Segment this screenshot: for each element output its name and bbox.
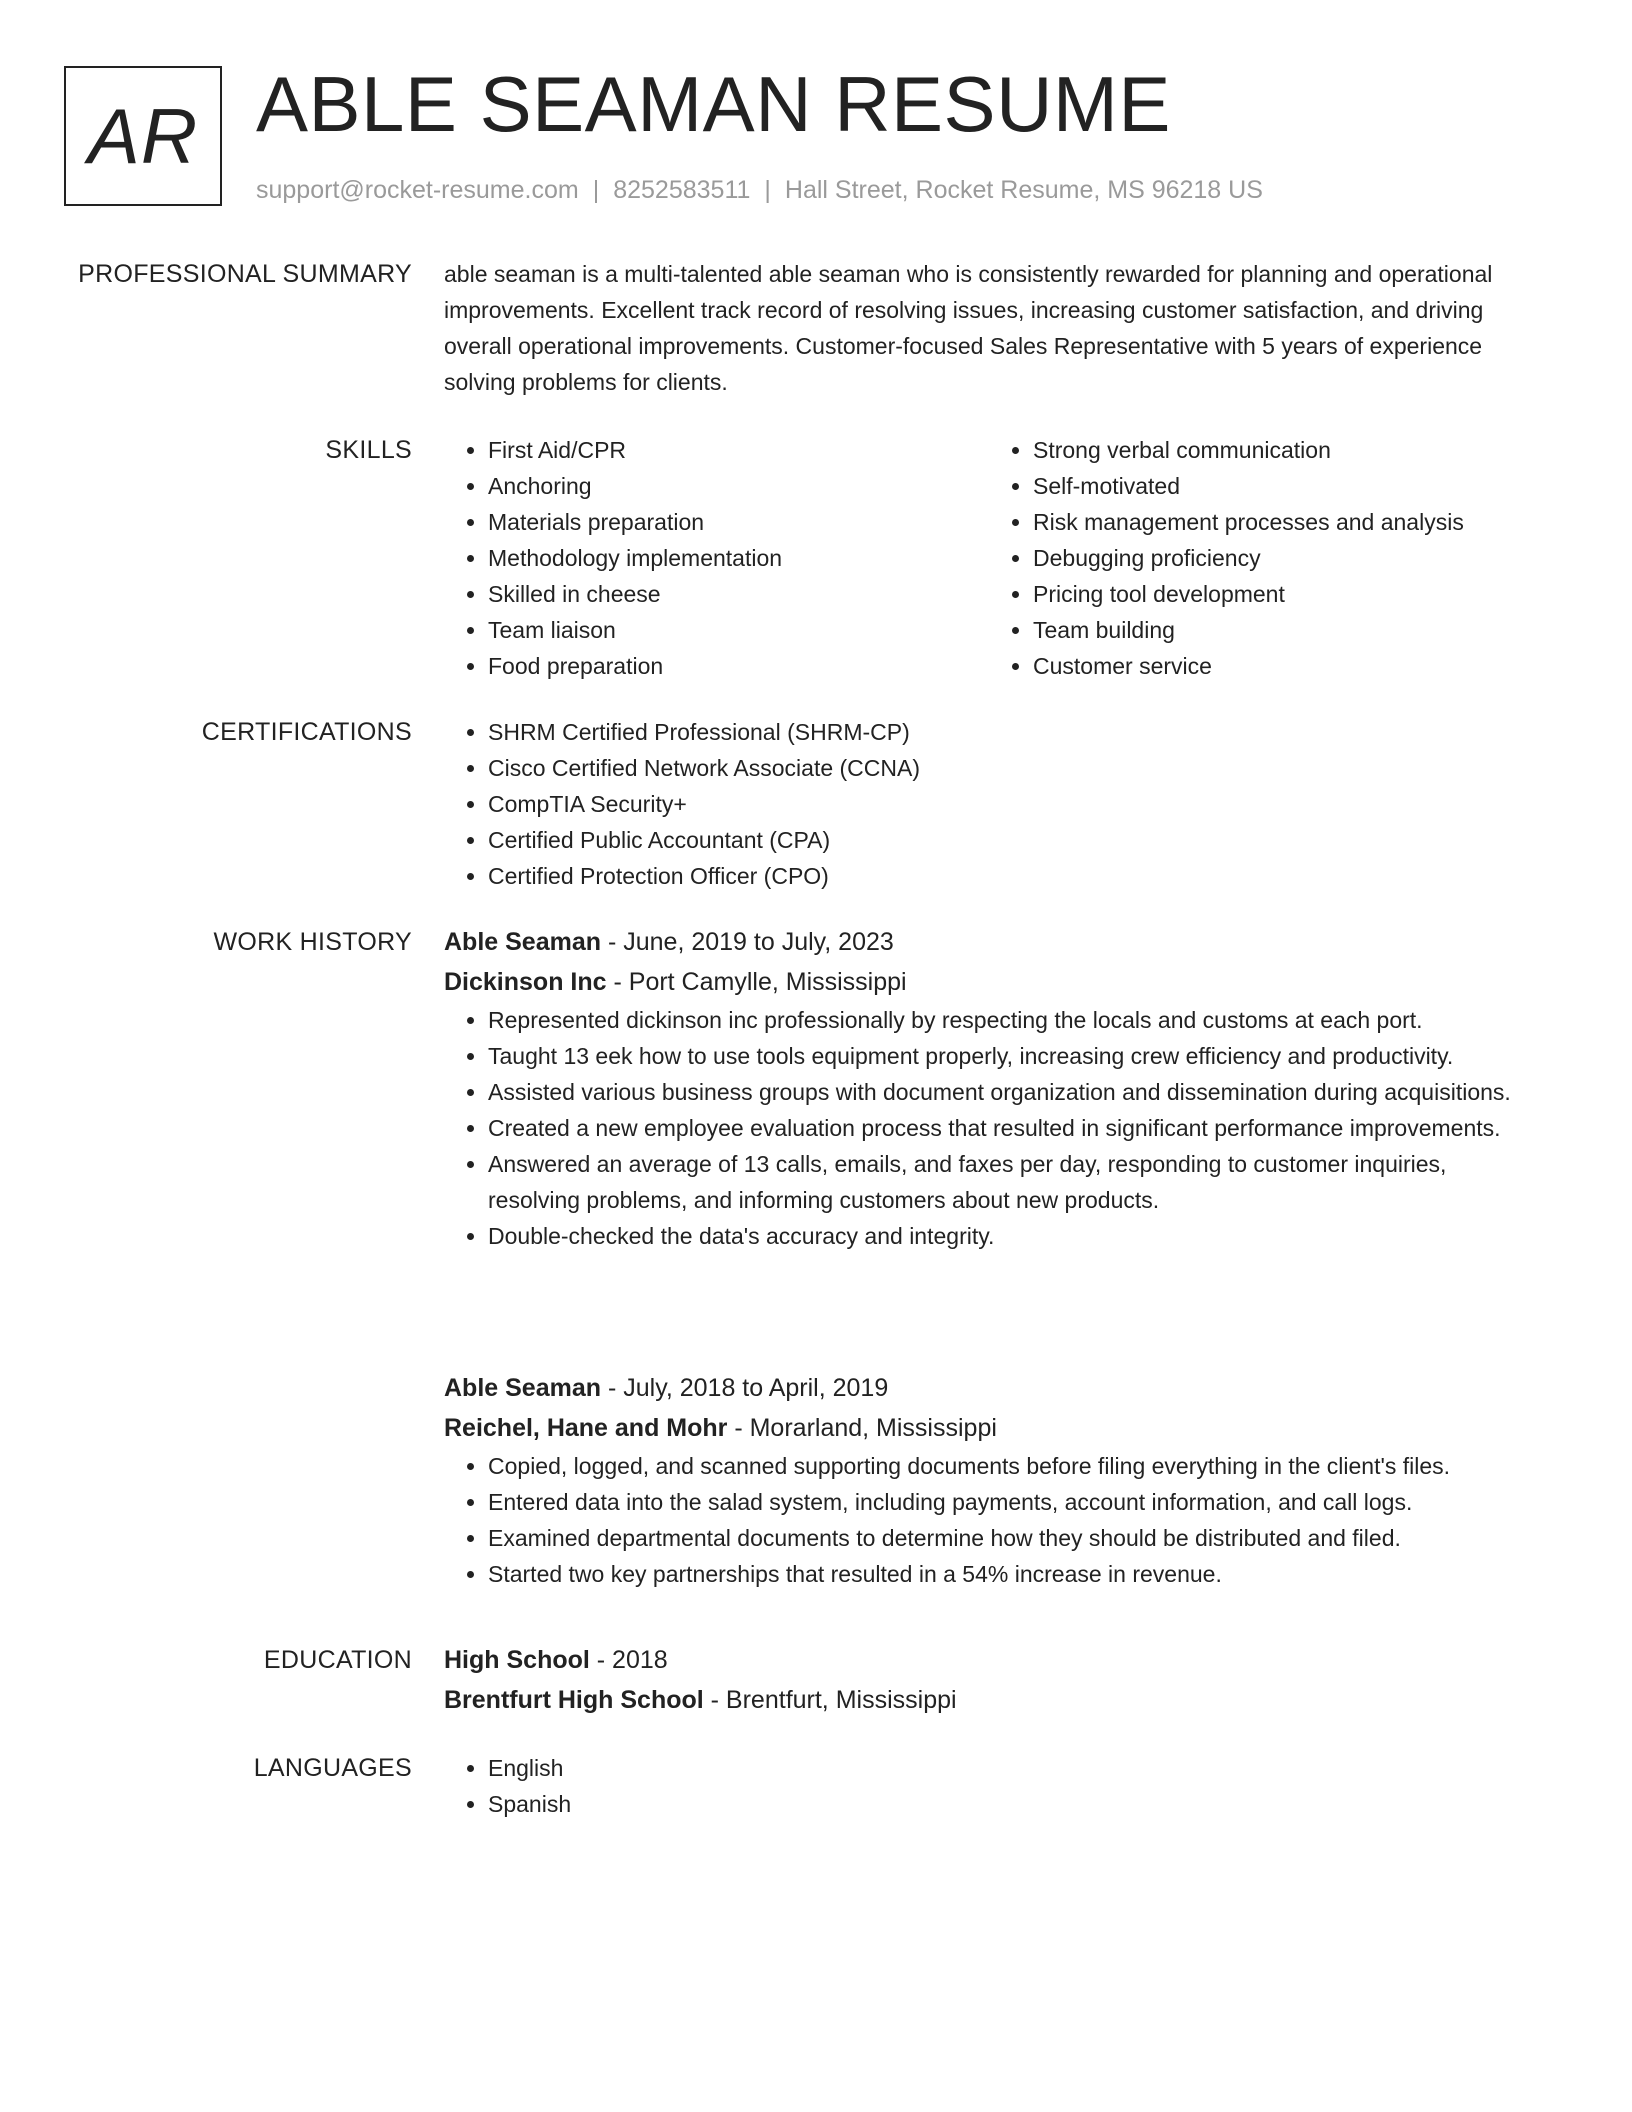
- section-label-languages: LANGUAGES: [253, 1754, 412, 1782]
- job-company-line: [444, 962, 1534, 1002]
- education-degree-line: [444, 1640, 1534, 1680]
- section-label-education: EDUCATION: [263, 1646, 412, 1674]
- job-duties-list: [444, 1448, 1534, 1592]
- section-label-summary: PROFESSIONAL SUMMARY: [78, 260, 412, 288]
- job-duty: • Taught 13 eek how to use tools equipment properly, increasing crew efficiency and productivity.: [488, 1038, 1534, 1074]
- skill-item: • First Aid/CPR: [488, 432, 989, 468]
- job-duty: • Examined departmental documents to determine how they should be distributed and filed.: [488, 1520, 1534, 1556]
- skill-item: • Debugging proficiency: [1033, 540, 1534, 576]
- job-duty: • Answered an average of 13 calls, emails, and faxes per day, responding to customer inquiries, resolving problems, and informing customers about new products.: [488, 1146, 1534, 1218]
- monogram-box: [64, 66, 222, 206]
- certification-item: • Certified Public Accountant (CPA): [488, 822, 1534, 858]
- certification-item: • Certified Protection Officer (CPO): [488, 858, 1534, 894]
- job-dates: - June, 2019 to July, 2023: [601, 928, 894, 956]
- education-school-line: [444, 1680, 1534, 1720]
- section-label-work-history: WORK HISTORY: [213, 928, 412, 956]
- certification-item: • Cisco Certified Network Associate (CCNA): [488, 750, 1534, 786]
- job-duty: • Started two key partnerships that resulted in a 54% increase in revenue.: [488, 1556, 1534, 1592]
- skills-list-left: [444, 432, 989, 684]
- skill-item: • Pricing tool development: [1033, 576, 1534, 612]
- skill-item: • Risk management processes and analysis: [1033, 504, 1534, 540]
- job-duties-list: [444, 1002, 1534, 1254]
- certifications-list: [444, 714, 1534, 894]
- resume-title: ABLE SEAMAN RESUME: [256, 60, 1171, 148]
- certification-item: • CompTIA Security+: [488, 786, 1534, 822]
- languages-list: [444, 1750, 1534, 1822]
- job-role: Able Seaman: [444, 928, 602, 956]
- education-degree: High School: [444, 1646, 590, 1674]
- education-school: Brentfurt High School: [444, 1686, 704, 1714]
- skill-item: • Methodology implementation: [488, 540, 989, 576]
- skill-item: • Strong verbal communication: [1033, 432, 1534, 468]
- contact-address: Hall Street, Rocket Resume, MS 96218 US: [784, 176, 1263, 204]
- job-role: Able Seaman: [444, 1374, 602, 1402]
- job-duty: • Represented dickinson inc professionally by respecting the locals and customs at each port.: [488, 1002, 1534, 1038]
- job-company-line: [444, 1408, 1534, 1448]
- job-duty: • Double-checked the data's accuracy and integrity.: [488, 1218, 1534, 1254]
- skills-list-right: [989, 432, 1534, 684]
- section-label-skills: SKILLS: [325, 436, 412, 464]
- job-location: - Port Camylle, Mississippi: [606, 968, 907, 996]
- job-company: Reichel, Hane and Mohr: [444, 1414, 728, 1442]
- job-location: - Morarland, Mississippi: [727, 1414, 997, 1442]
- skill-item: • Team building: [1033, 612, 1534, 648]
- education-year: - 2018: [589, 1646, 668, 1674]
- job-company: Dickinson Inc: [444, 968, 607, 996]
- skill-item: • Self-motivated: [1033, 468, 1534, 504]
- contact-separator: |: [764, 176, 771, 204]
- contact-line: [256, 172, 1263, 208]
- skill-item: • Team liaison: [488, 612, 989, 648]
- contact-separator: |: [592, 176, 600, 204]
- job-title-line: [444, 1368, 1534, 1408]
- job-duty: • Entered data into the salad system, including payments, account information, and call logs.: [488, 1484, 1534, 1520]
- job-duty: • Copied, logged, and scanned supporting documents before filing everything in the client's files.: [488, 1448, 1534, 1484]
- language-item: • Spanish: [488, 1786, 1534, 1822]
- skill-item: • Materials preparation: [488, 504, 989, 540]
- job-title-line: [444, 922, 1534, 962]
- language-item: • English: [488, 1750, 1534, 1786]
- job-dates: - July, 2018 to April, 2019: [601, 1374, 889, 1402]
- job-duty: • Created a new employee evaluation process that resulted in significant performance improvements.: [488, 1110, 1534, 1146]
- skill-item: • Customer service: [1033, 648, 1534, 684]
- job-entry: [444, 922, 1534, 1254]
- education-location: - Brentfurt, Mississippi: [703, 1686, 957, 1714]
- contact-phone: 8252583511: [613, 176, 751, 204]
- skill-item: • Skilled in cheese: [488, 576, 989, 612]
- skill-item: • Anchoring: [488, 468, 989, 504]
- skill-item: • Food preparation: [488, 648, 989, 684]
- monogram-initials: AR: [87, 91, 199, 180]
- job-entry: [444, 1368, 1534, 1592]
- contact-email: support@rocket-resume.com: [256, 176, 579, 204]
- job-duty: • Assisted various business groups with document organization and dissemination during acquisitions.: [488, 1074, 1534, 1110]
- summary-text: able seaman is a multi-talented able seaman who is consistently rewarded for planning and operational improvements. Excellent track record of resolving issues, increasing customer satisfaction, and driving overall operational improvements. Customer-focused Sales Representative with 5 years of experience solving problems for clients.: [444, 261, 1493, 395]
- certification-item: • SHRM Certified Professional (SHRM-CP): [488, 714, 1534, 750]
- section-label-certifications: CERTIFICATIONS: [201, 718, 412, 746]
